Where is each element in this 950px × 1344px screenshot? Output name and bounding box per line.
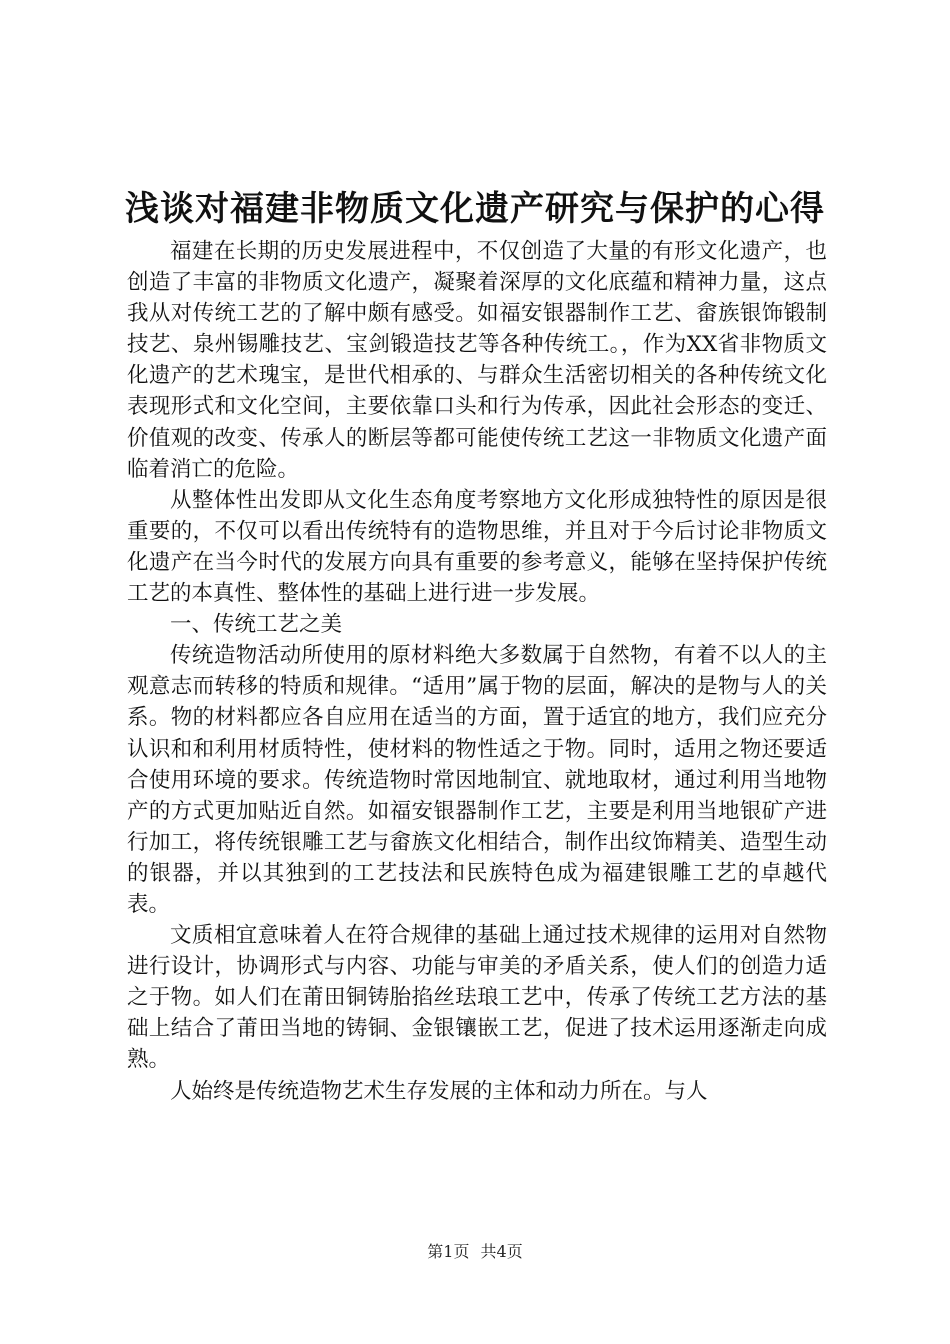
paragraph-human-subject: 人始终是传统造物艺术生存发展的主体和动力所在。与人 (170, 1078, 708, 1104)
document-body (127, 236, 827, 1107)
page-total: 共4页 (480, 1242, 523, 1261)
paragraph-form-content: 文质相宜意味着人在符合规律的基础上通过技术规律的运用对自然物进行设计，协调形式与内容、功能与审美的矛盾关系，使人们的创造力适之于物。如人们在莆田铜铸胎掐丝珐琅工艺中，传承了传统工艺方法的基础上结合了莆田当地的铸铜、金银镶嵌工艺，促进了技术运用逐渐走向成熟。 (127, 923, 827, 1073)
page-number: 第1页 (427, 1242, 470, 1261)
paragraph-intro: 福建在长期的历史发展进程中，不仅创造了大量的有形文化遗产，也创造了丰富的非物质文化遗产，凝聚着深厚的文化底蕴和精神力量，这点我从对传统工艺的了解中颇有感受。如福安银器制作工艺、畲族银饰锻制技艺、泉州锡雕技艺、宝剑锻造技艺等各种传统工。，作为XX省非物质文化遗产的艺术瑰宝，是世代相承的、与群众生活密切相关的各种传统文化表现形式和文化空间，主要依靠口头和行为传承，因此社会形态的变迁、价值观的改变、传承人的断层等都可能使传统工艺这一非物质文化遗产面临着消亡的危险。 (127, 239, 827, 482)
paragraph-holistic: 从整体性出发即从文化生态角度考察地方文化形成独特性的原因是很重要的，不仅可以看出传统特有的造物思维，并且对于今后讨论非物质文化遗产在当今时代的发展方向具有重要的参考意义，能够在坚持保护传统工艺的本真性、整体性的基础上进行进一步发展。 (127, 487, 827, 607)
paragraph-materials: 传统造物活动所使用的原材料绝大多数属于自然物，有着不以人的主观意志而转移的特质和规律。“适用”属于物的层面，解决的是物与人的关系。物的材料都应各自应用在适当的方面，置于适宜的地方，我们应充分认识和和利用材质特性，使材料的物性适之于物。同时，适用之物还要适合使用环境的要求。传统造物时常因地制宜、就地取材，通过利用当地物产的方式更加贴近自然。如福安银器制作工艺，主要是利用当地银矿产进行加工，将传统银雕工艺与畲族文化相结合，制作出纹饰精美、造型生动的银器，并以其独到的工艺技法和民族特色成为福建银雕工艺的卓越代表。 (127, 643, 827, 917)
document-title: 浅谈对福建非物质文化遗产研究与保护的心得 (125, 189, 825, 229)
page-footer (0, 1242, 950, 1262)
section-heading: 一、传统工艺之美 (170, 612, 343, 638)
